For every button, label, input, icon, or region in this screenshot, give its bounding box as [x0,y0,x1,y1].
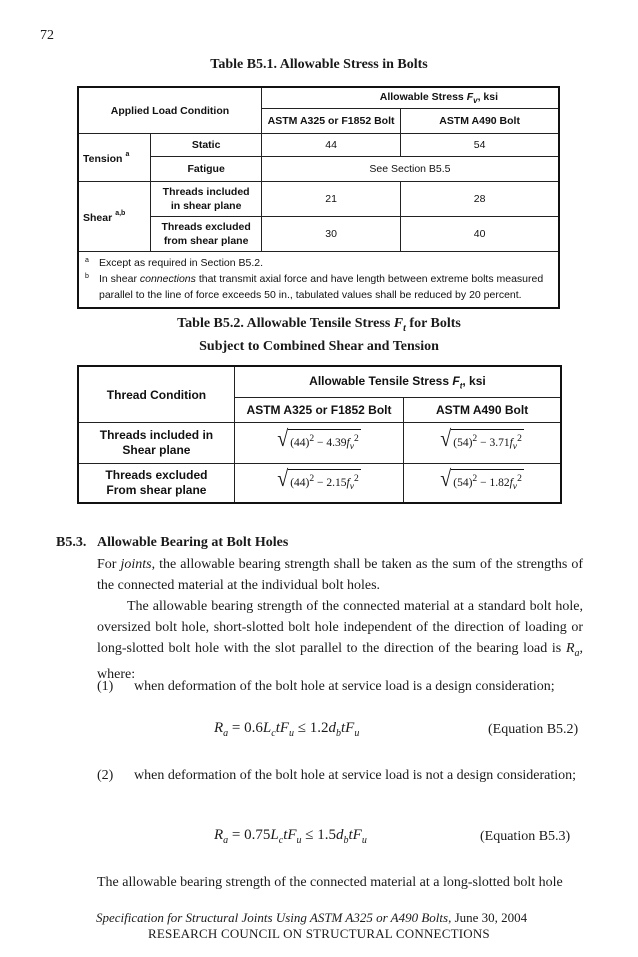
static-a325: 44 [261,134,400,157]
threads-excluded-a325: 30 [261,217,400,252]
threads-excluded-label: Threads excluded from shear plane [151,217,262,252]
table2-caption: Table B5.2. Allowable Tensile Stress $F_t$ for Bolts Subject to Combined Shear and Tension [177,316,461,354]
equation-b5-2-label: (Equation B5.2) [488,722,579,737]
header-thread-condition: Thread Condition [78,366,234,423]
table1-caption: Table B5.1. Allowable Stress in Bolts [210,57,428,72]
threads-included-label: Threads included in shear plane [151,182,262,217]
header-allowable-tensile: Allowable Tensile Stress $F_t$, ksi [234,366,561,398]
footer-council: RESEARCH COUNCIL ON STRUCTURAL CONNECTIONS [148,926,490,941]
col-header-a490: ASTM A490 Bolt [401,109,559,134]
item1-marker: (1) [97,679,114,694]
item2-text: when deformation of the bolt hole at service load is not a design consideration; [134,768,577,783]
footer-citation: Specification for Structural Joints Using ASTM A325 or A490 Bolts, June 30, 2004 [96,910,528,925]
row-threads-included: Threads included in Shear plane [78,423,234,464]
threads-excluded-a490: 40 [401,217,559,252]
static-a490: 54 [401,134,559,157]
equation-b5-3: $R_a = 0.75L_ctF_u \le 1.5d_btF_u$ [214,827,367,846]
header-applied-load: Applied Load Condition [78,87,261,134]
formula-included-a490: √ $(54)^2 - 3.71f_v^2$ [404,423,561,464]
static-label: Static [151,134,262,157]
equation-b5-2: $R_a = 0.6L_ctF_u \le 1.2d_btF_u$ [214,720,360,739]
tension-label: Tension $^a$ [78,134,151,182]
threads-included-a490: 28 [401,182,559,217]
fatigue-value: See Section B5.5 [261,157,559,182]
row-threads-excluded: Threads excluded From shear plane [78,464,234,504]
item2-marker: (2) [97,768,114,783]
col-header-a490: ASTM A490 Bolt [404,398,561,423]
col-header-a325: ASTM A325 or F1852 Bolt [261,109,400,134]
paragraph-2: The allowable bearing strength of the connected material at a standard bolt hole, oversized bolt hole, short-slotted bolt hole independent of the direction of loading or long-slotted bolt hole with the slot parallel to the direction of the bearing load is $R_a$, where: [97,599,583,682]
table-allowable-tensile-stress [77,365,562,504]
header-allowable-stress: Allowable Stress $F_v$, ksi [261,87,559,109]
formula-excluded-a325: √ $(44)^2 - 2.15f_v^2$ [234,464,403,504]
paragraph-1: For joints, the allowable bearing strength shall be taken as the sum of the strengths of the connected material at the individual bolt holes. [97,557,583,593]
table1-footnotes [78,252,559,309]
item1-text: when deformation of the bolt hole at service load is a design consideration; [134,679,555,694]
threads-included-a325: 21 [261,182,400,217]
paragraph-3: The allowable bearing strength of the connected material at a long-slotted bolt hole [97,875,563,890]
col-header-a325: ASTM A325 or F1852 Bolt [234,398,403,423]
table-allowable-stress [77,86,560,309]
formula-included-a325: √ $(44)^2 - 4.39f_v^2$ [234,423,403,464]
page-number: 72 [40,28,54,43]
footnote-a: a Except as required in Section B5.2. [85,257,264,269]
fatigue-label: Fatigue [151,157,262,182]
section-heading: B5.3. Allowable Bearing at Bolt Holes [56,535,289,550]
equation-b5-3-label: (Equation B5.3) [480,829,571,844]
formula-excluded-a490: √ $(54)^2 - 1.82f_v^2$ [404,464,561,504]
shear-label: Shear $^{a,b}$ [78,182,151,252]
footnote-b: b In shear connections that transmit axial force and have length between extreme bolts measured parallel to the line of force exceeds 50 in., tabulated values shall be reduced by 20 percent. [85,273,544,301]
